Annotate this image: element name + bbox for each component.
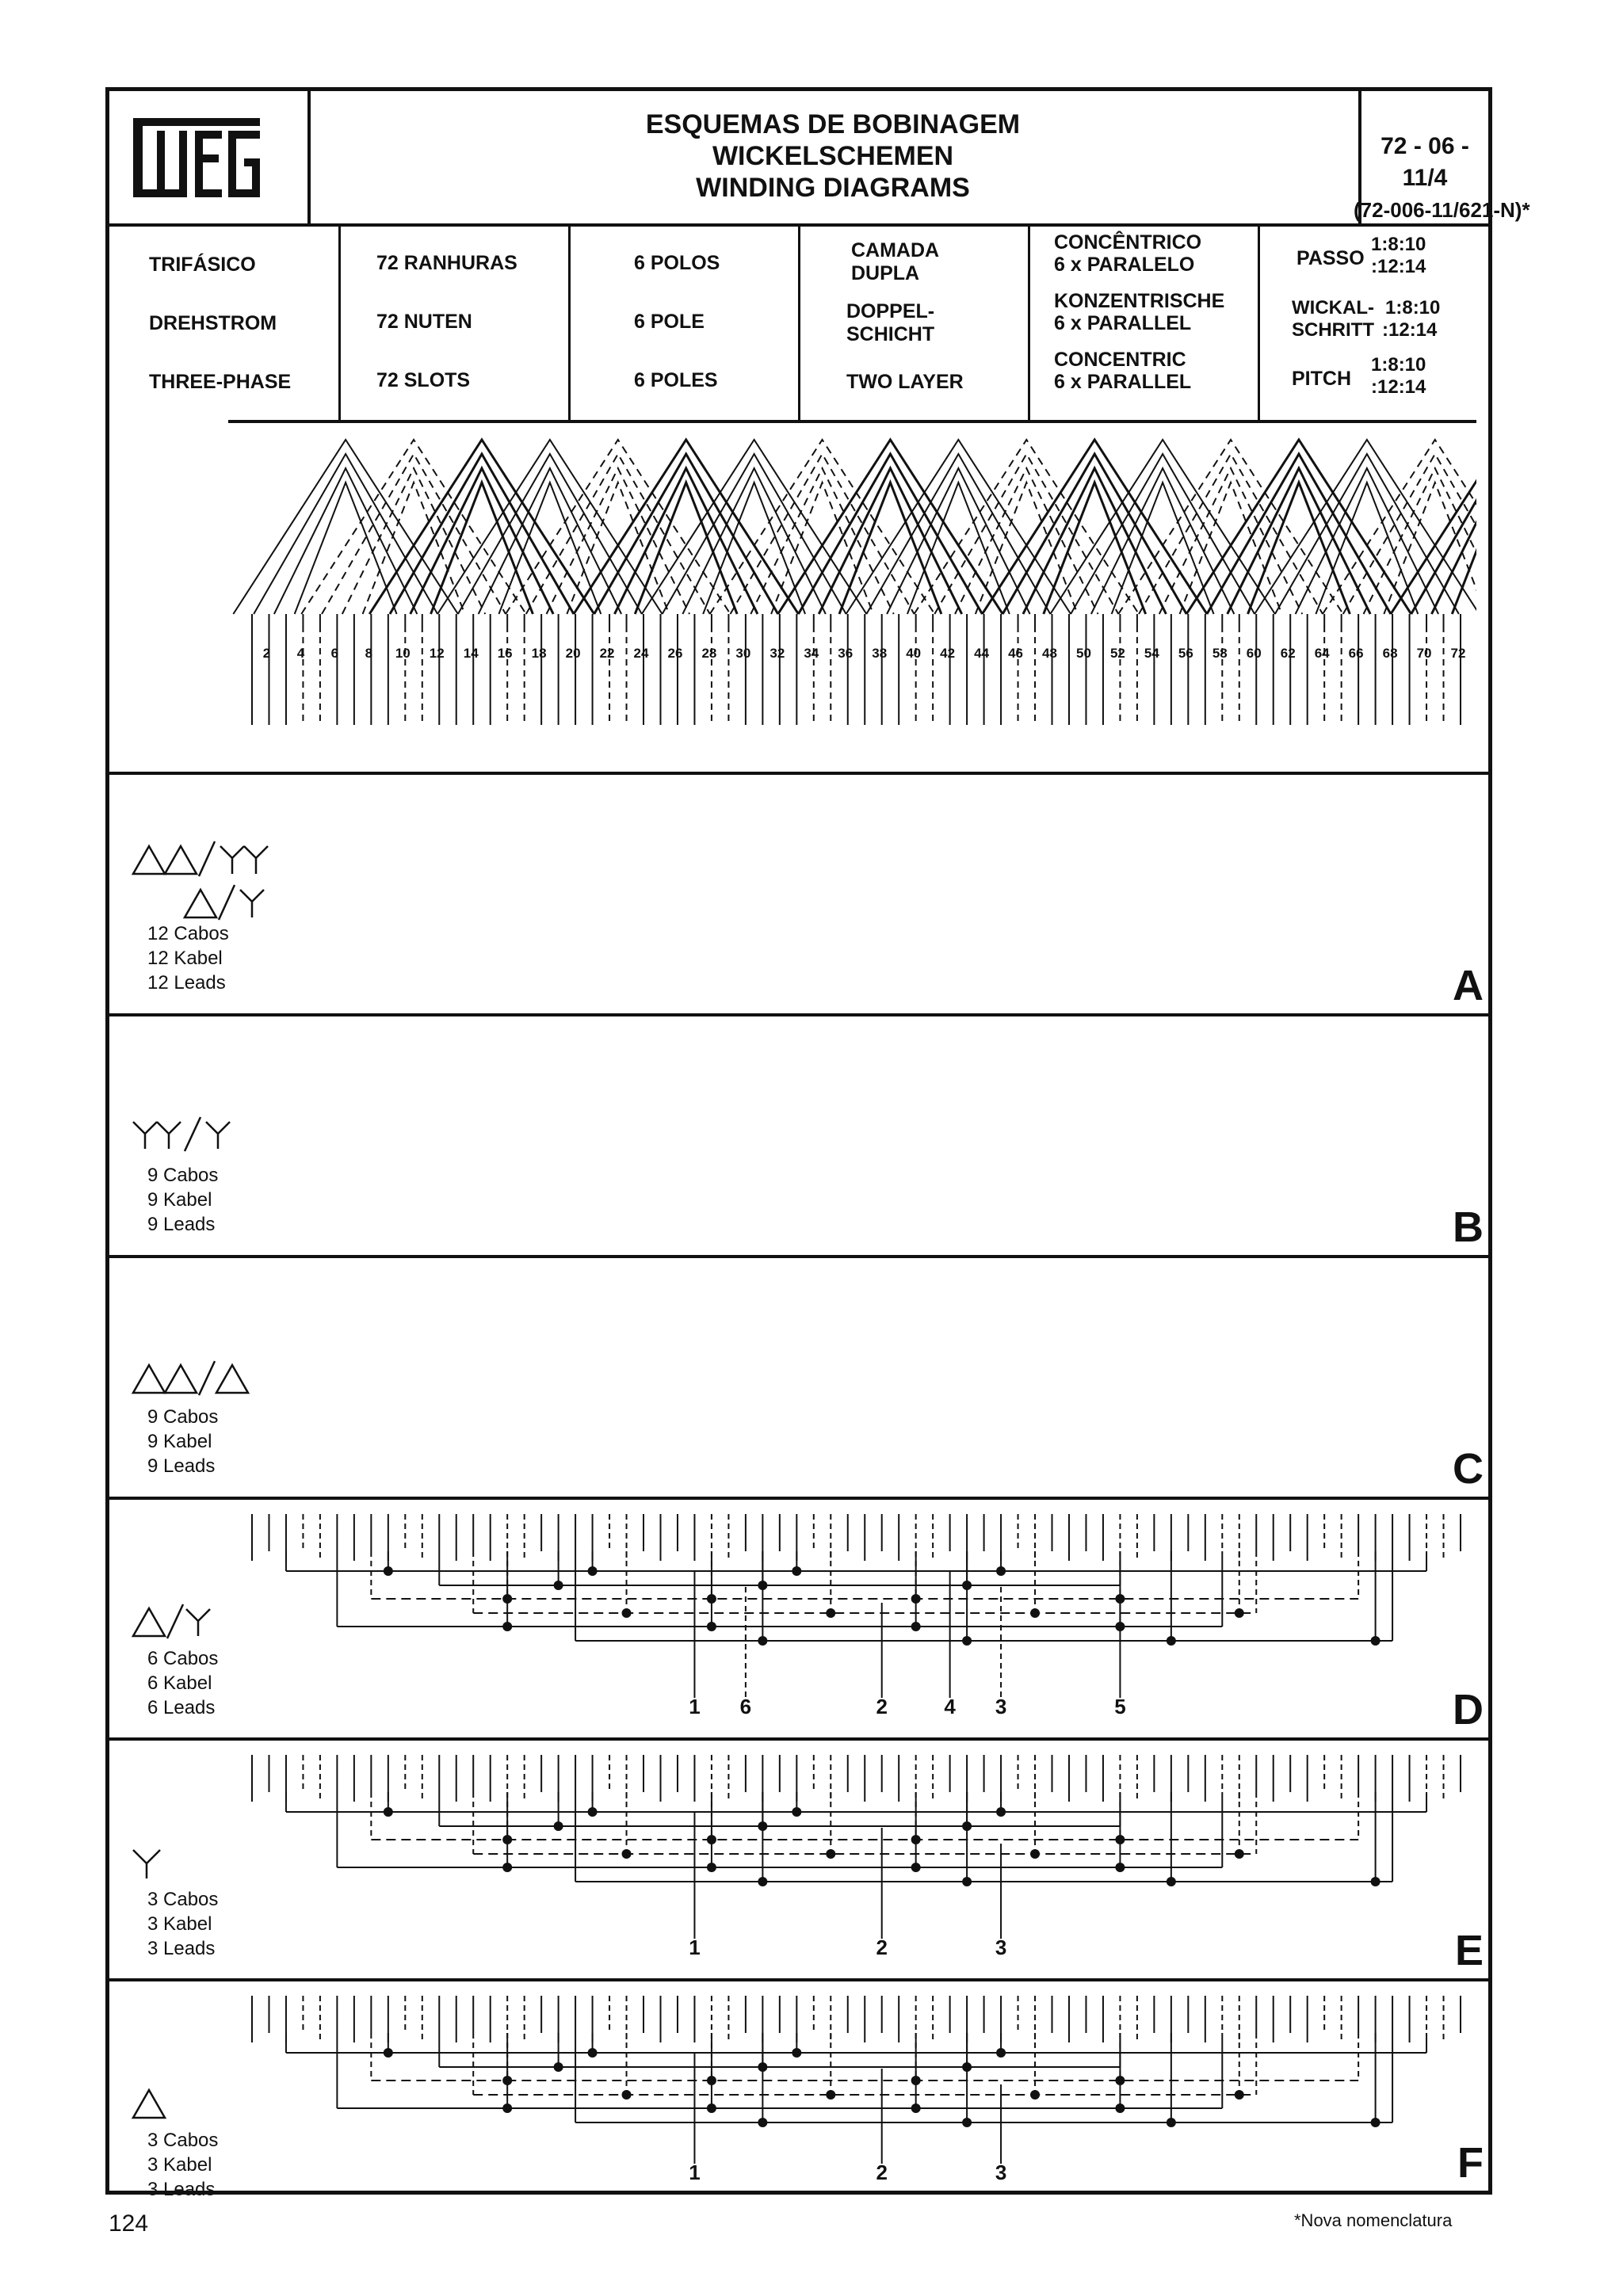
page-number: 124 xyxy=(109,2210,149,2237)
junction-dot xyxy=(911,2103,921,2113)
panel-c-kabel: 9 Kabel xyxy=(147,1431,212,1452)
terminal-label: 3 xyxy=(995,1695,1007,1718)
terminal-label: 3 xyxy=(995,1936,1007,1959)
schritt-v1: 1:8:10 xyxy=(1385,297,1441,318)
weg-logo xyxy=(133,115,260,202)
terminal-label: 2 xyxy=(876,1695,888,1718)
pitch-label: PITCH xyxy=(1292,368,1351,390)
winding-pt-2: 6 x PARALELO xyxy=(1054,254,1195,276)
left-mask xyxy=(109,420,228,772)
junction-dot xyxy=(1115,2103,1125,2113)
layer-pt-1: CAMADA xyxy=(851,239,940,261)
junction-dot xyxy=(962,1877,972,1886)
junction-dot xyxy=(826,1608,835,1618)
spec-layer xyxy=(800,223,1030,420)
double-star-star-icon xyxy=(129,1116,256,1155)
panel-d-connections xyxy=(109,1500,1488,1737)
panel-e-letter: E xyxy=(1454,1927,1484,1974)
slots-pt: 72 RANHURAS xyxy=(376,252,517,274)
junction-dot xyxy=(554,2062,563,2072)
spec-poles xyxy=(571,223,800,420)
junction-dot xyxy=(826,2090,835,2100)
logo-cell xyxy=(109,91,311,223)
terminal-label: 6 xyxy=(739,1695,752,1718)
panel-c-cabos: 9 Cabos xyxy=(147,1406,219,1428)
junction-dot xyxy=(962,1636,972,1646)
layer-de-2: SCHICHT xyxy=(846,323,935,345)
junction-dot xyxy=(962,2118,972,2127)
junction-dot xyxy=(622,1608,632,1618)
junction-dot xyxy=(996,2048,1006,2058)
poles-en: 6 POLES xyxy=(634,369,718,391)
panel-f-leads: 3 Leads xyxy=(147,2179,216,2200)
layer-pt-2: DUPLA xyxy=(851,262,920,284)
code-line1: 72 - 06 - 11/4 xyxy=(1381,133,1469,191)
panel-b-leads: 9 Leads xyxy=(147,1214,216,1235)
slots-en: 72 SLOTS xyxy=(376,369,471,391)
coil-side xyxy=(1002,454,1186,614)
slot-number: 2 xyxy=(262,646,271,661)
schritt-label2: SCHRITT xyxy=(1292,319,1374,341)
slots-de: 72 NUTEN xyxy=(376,311,472,333)
slot-number: 66 xyxy=(1348,646,1364,661)
junction-dot xyxy=(502,1622,512,1631)
winding-de-1: KONZENTRISCHE xyxy=(1054,290,1225,312)
slot-number: 42 xyxy=(940,646,956,661)
panel-a-cabos: 12 Cabos xyxy=(147,923,229,944)
slot-number: 52 xyxy=(1109,646,1125,661)
passo-label: PASSO xyxy=(1296,247,1365,269)
slot-number: 70 xyxy=(1416,646,1432,661)
spec-pitch xyxy=(1260,223,1488,420)
slot-number: 58 xyxy=(1212,646,1228,661)
panel-f-letter: F xyxy=(1457,2139,1484,2187)
junction-dot xyxy=(758,1877,767,1886)
layer-en: TWO LAYER xyxy=(846,371,964,393)
junction-dot xyxy=(588,1807,598,1817)
terminal-label: 4 xyxy=(944,1695,956,1718)
title-en: WINDING DIAGRAMS xyxy=(696,173,970,203)
slot-number: 56 xyxy=(1178,646,1193,661)
diagram-code xyxy=(1354,91,1530,223)
layer-de-1: DOPPEL- xyxy=(846,300,935,322)
coil-side xyxy=(798,454,982,614)
panel-e-leads: 3 Leads xyxy=(147,1938,216,1959)
winding-diagram-panel xyxy=(109,420,1488,775)
junction-dot xyxy=(758,2118,767,2127)
junction-dot xyxy=(758,1636,767,1646)
junction-dot xyxy=(1235,1849,1244,1859)
footnote: *Nova nomenclatura xyxy=(1294,2210,1453,2230)
junction-dot xyxy=(1371,2118,1381,2127)
panel-c-leads: 9 Leads xyxy=(147,1455,216,1477)
junction-dot xyxy=(384,2048,393,2058)
slot-number: 22 xyxy=(599,646,615,661)
junction-dot xyxy=(1235,2090,1244,2100)
pitch-v2: :12:14 xyxy=(1371,376,1426,398)
slot-number: 4 xyxy=(296,646,305,661)
spec-winding xyxy=(1030,223,1260,420)
slot-number: 14 xyxy=(463,646,479,661)
junction-dot xyxy=(911,1622,921,1631)
junction-dot xyxy=(1167,1877,1176,1886)
slot-number: 64 xyxy=(1314,646,1330,661)
double-delta-double-star-icon xyxy=(129,838,288,925)
slot-number: 26 xyxy=(667,646,683,661)
pitch-v1: 1:8:10 xyxy=(1371,354,1426,376)
slot-number: 6 xyxy=(330,646,339,661)
panel-b xyxy=(109,1016,1488,1258)
schritt-v2: :12:14 xyxy=(1382,319,1438,341)
spec-phase xyxy=(109,223,341,420)
title-pt: ESQUEMAS DE BOBINAGEM xyxy=(645,109,1021,139)
panel-e-connections xyxy=(109,1741,1488,1978)
coil-side xyxy=(301,440,526,614)
panel-b-letter: B xyxy=(1453,1203,1484,1251)
terminal-label: 1 xyxy=(689,1936,701,1959)
panel-e xyxy=(109,1741,1488,1981)
junction-dot xyxy=(622,1849,632,1859)
winding-sheet xyxy=(105,87,1530,2200)
junction-dot xyxy=(622,2090,632,2100)
junction-dot xyxy=(384,1807,393,1817)
phase-pt: TRIFÁSICO xyxy=(149,254,256,276)
terminal-label: 2 xyxy=(876,1936,888,1959)
slot-number: 8 xyxy=(365,646,373,661)
panel-e-kabel: 3 Kabel xyxy=(147,1913,212,1935)
junction-dot xyxy=(1235,1608,1244,1618)
terminal-label: 1 xyxy=(689,1695,701,1718)
slot-number: 20 xyxy=(565,646,581,661)
title-cell xyxy=(307,91,1361,223)
junction-dot xyxy=(792,1566,801,1576)
winding-de-2: 6 x PARALLEL xyxy=(1054,312,1192,334)
panel-c xyxy=(109,1258,1488,1500)
slot-number: 38 xyxy=(872,646,888,661)
slot-number: 46 xyxy=(1008,646,1024,661)
junction-dot xyxy=(1167,1636,1176,1646)
slot-number: 34 xyxy=(804,646,819,661)
slot-number: 68 xyxy=(1382,646,1398,661)
slot-number: 28 xyxy=(701,646,717,661)
junction-dot xyxy=(1030,1849,1040,1859)
header xyxy=(109,91,1530,227)
junction-dot xyxy=(502,2103,512,2113)
slot-number: 62 xyxy=(1280,646,1296,661)
junction-dot xyxy=(996,1807,1006,1817)
junction-dot xyxy=(1030,2090,1040,2100)
junction-dot xyxy=(1371,1877,1381,1886)
slot-number: 30 xyxy=(735,646,751,661)
coil-side xyxy=(594,454,778,614)
slot-number: 50 xyxy=(1076,646,1091,661)
panel-c-letter: C xyxy=(1453,1445,1484,1493)
winding-diagram xyxy=(109,420,1488,772)
slot-number: 36 xyxy=(838,646,854,661)
junction-dot xyxy=(996,1566,1006,1576)
slot-number: 40 xyxy=(906,646,922,661)
terminal-label: 3 xyxy=(995,2161,1007,2184)
slot-number: 24 xyxy=(633,646,649,661)
schritt-label1: WICKAL- xyxy=(1292,297,1374,318)
slot-number: 10 xyxy=(395,646,411,661)
spec-slots xyxy=(341,223,571,420)
panel-d-leads: 6 Leads xyxy=(147,1697,216,1718)
junction-dot xyxy=(1030,1608,1040,1618)
panel-a-leads: 12 Leads xyxy=(147,972,226,994)
poles-pt: 6 POLOS xyxy=(634,252,720,274)
right-mask xyxy=(1476,420,1488,772)
junction-dot xyxy=(911,1863,921,1872)
junction-dot xyxy=(502,1863,512,1872)
junction-dot xyxy=(707,2103,716,2113)
terminal-label: 2 xyxy=(876,2161,888,2184)
junction-dot xyxy=(1167,2118,1176,2127)
junction-dot xyxy=(1115,1863,1125,1872)
panel-e-cabos: 3 Cabos xyxy=(147,1889,219,1910)
slot-number: 12 xyxy=(429,646,445,661)
coil-side xyxy=(390,454,574,614)
junction-dot xyxy=(588,2048,598,2058)
panel-d-kabel: 6 Kabel xyxy=(147,1672,212,1694)
slot-number: 16 xyxy=(497,646,513,661)
panel-f-kabel: 3 Kabel xyxy=(147,2154,212,2176)
winding-en-2: 6 x PARALLEL xyxy=(1054,371,1192,393)
panel-b-kabel: 9 Kabel xyxy=(147,1189,212,1211)
junction-dot xyxy=(792,1807,801,1817)
slot-number: 18 xyxy=(531,646,547,661)
phase-en: THREE-PHASE xyxy=(149,371,292,393)
slot-number: 72 xyxy=(1450,646,1466,661)
code-line2: (72-006-11/621-N)* xyxy=(1354,198,1530,222)
panel-a-kabel: 12 Kabel xyxy=(147,948,223,969)
terminal-label: 1 xyxy=(689,2161,701,2184)
panel-f xyxy=(109,1981,1488,2200)
junction-dot xyxy=(384,1566,393,1576)
double-delta-delta-icon xyxy=(129,1360,256,1399)
panel-d xyxy=(109,1500,1488,1741)
panel-f-cabos: 3 Cabos xyxy=(147,2130,219,2151)
panel-b-cabos: 9 Cabos xyxy=(147,1165,219,1186)
title-de: WICKELSCHEMEN xyxy=(712,141,954,171)
junction-dot xyxy=(707,1622,716,1631)
junction-dot xyxy=(826,1849,835,1859)
passo-v1: 1:8:10 xyxy=(1371,234,1426,255)
winding-pt-1: CONCÊNTRICO xyxy=(1054,231,1202,254)
poles-de: 6 POLE xyxy=(634,311,705,333)
panel-a-letter: A xyxy=(1453,962,1484,1009)
junction-dot xyxy=(588,1566,598,1576)
junction-dot xyxy=(554,1821,563,1831)
coil-side xyxy=(254,454,437,614)
spec-table xyxy=(109,223,1488,423)
panel-a xyxy=(109,775,1488,1016)
slot-number: 44 xyxy=(974,646,990,661)
coil-side xyxy=(1207,454,1391,614)
slot-number: 32 xyxy=(769,646,785,661)
junction-dot xyxy=(792,2048,801,2058)
panel-d-letter: D xyxy=(1453,1686,1484,1733)
slot-number: 48 xyxy=(1042,646,1057,661)
junction-dot xyxy=(554,1581,563,1590)
junction-dot xyxy=(1371,1636,1381,1646)
winding-en-1: CONCENTRIC xyxy=(1054,349,1186,371)
junction-dot xyxy=(707,1863,716,1872)
panel-d-cabos: 6 Cabos xyxy=(147,1648,219,1669)
terminal-label: 5 xyxy=(1114,1695,1126,1718)
slot-number: 54 xyxy=(1144,646,1159,661)
panel-f-connections xyxy=(109,1981,1488,2191)
passo-v2: :12:14 xyxy=(1371,256,1426,277)
slot-number: 60 xyxy=(1246,646,1262,661)
phase-de: DREHSTROM xyxy=(149,312,277,334)
